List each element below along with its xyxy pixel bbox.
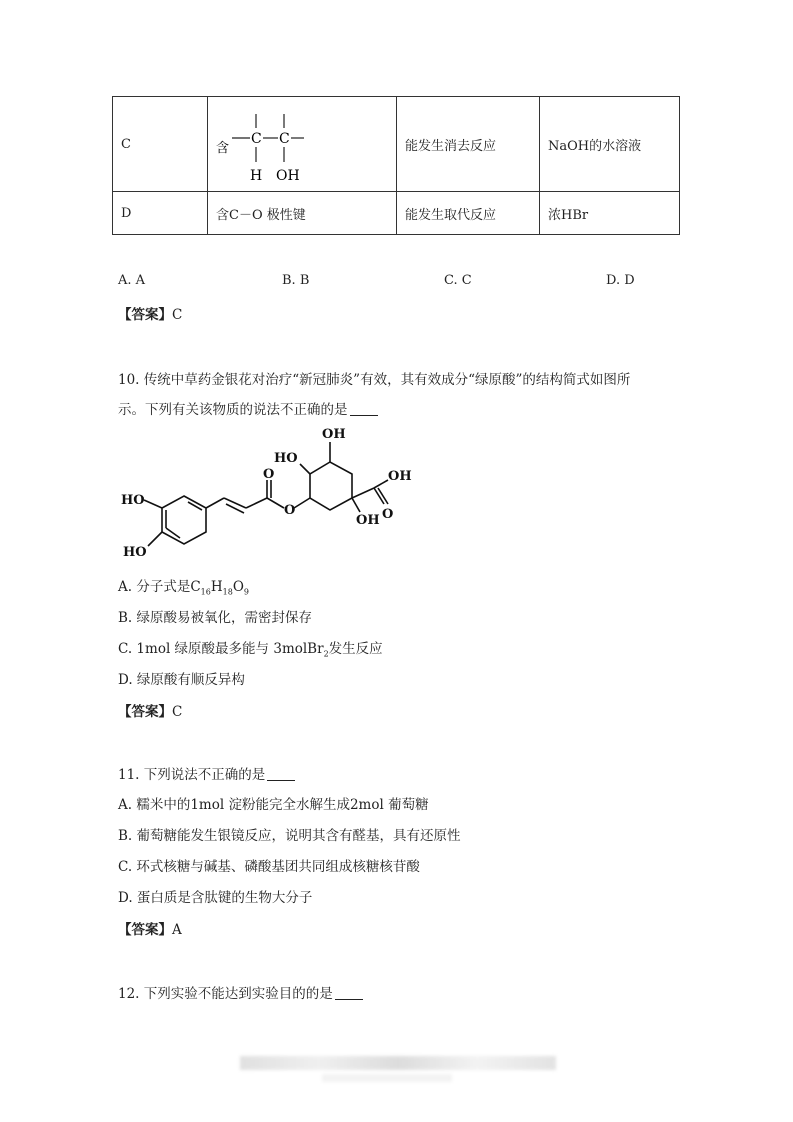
svg-text:OH: OH [322, 427, 346, 442]
q10-option-b: B. 绿原酸易被氧化，需密封保存 [118, 610, 313, 626]
row-c-property: 能发生消去反应 [397, 97, 540, 192]
row-c-label: C [113, 97, 208, 192]
answer-blank [267, 767, 295, 781]
q10-answer: 【答案】C [118, 704, 183, 720]
q11-answer: 【答案】A [118, 922, 182, 938]
q11-option-b: B. 葡萄糖能发生银镜反应，说明其含有醛基，具有还原性 [118, 828, 461, 844]
row-c-group-prefix: 含 [216, 141, 230, 156]
row-d-group: 含C－O 极性键 [208, 192, 397, 235]
chlorogenic-acid-structure [112, 418, 432, 568]
q9-answer: 【答案】C [118, 307, 183, 323]
svg-text:HO: HO [121, 493, 145, 508]
answer-blank [335, 986, 363, 1000]
svg-text:HO: HO [123, 545, 147, 560]
q9-option-d: D. D [606, 273, 635, 288]
row-c-group [208, 97, 397, 192]
table-row-c [113, 97, 680, 192]
svg-text:H: H [250, 168, 263, 184]
row-d-reagent: 浓HBr [540, 192, 680, 235]
svg-text:OH: OH [276, 168, 300, 184]
q11-option-c: C. 环式核糖与碱基、磷酸基团共同组成核糖核苷酸 [118, 859, 420, 875]
row-d-property: 能发生取代反应 [397, 192, 540, 235]
answer-blank [350, 402, 378, 416]
q9-option-a: A. A [118, 273, 146, 288]
question-table [112, 96, 680, 235]
row-c-reagent: NaOH的水溶液 [540, 97, 680, 192]
q12-stem: 12. 下列实验不能达到实验目的的是 [118, 982, 363, 1002]
svg-text:C: C [251, 131, 262, 147]
svg-text:OH: OH [388, 469, 412, 484]
footer-watermark [240, 1056, 556, 1070]
q9-option-c: C. C [444, 273, 472, 288]
q11-option-d: D. 蛋白质是含肽键的生物大分子 [118, 890, 313, 906]
structure-c-c-h-oh [216, 100, 386, 188]
q10-stem-line2: 示。下列有关该物质的说法不正确的是 [118, 398, 378, 418]
row-d-label: D [113, 192, 208, 235]
q9-option-b: B. B [282, 273, 310, 288]
table-row-d [113, 192, 680, 235]
q10-option-c: C. 1mol 绿原酸最多能与 3molBr$_2$发生反应 [118, 641, 383, 659]
q11-stem: 11. 下列说法不正确的是 [118, 763, 295, 783]
q10-stem-line1: 10. 传统中草药金银花对治疗“新冠肺炎”有效，其有效成分“绿原酸”的结构简式如图所 [118, 372, 631, 388]
svg-text:O: O [284, 503, 296, 518]
q10-option-a: A. 分子式是$C_{16}H_{18}O_9$ [118, 579, 249, 597]
svg-text:C: C [279, 131, 290, 147]
svg-text:O: O [382, 507, 394, 522]
q11-option-a: A. 糯米中的1mol 淀粉能完全水解生成2mol 葡萄糖 [118, 797, 429, 813]
svg-text:OH: OH [356, 513, 380, 528]
footer-watermark-sub [322, 1074, 452, 1082]
svg-text:O: O [263, 467, 275, 482]
svg-text:HO: HO [274, 451, 298, 466]
q10-option-d: D. 绿原酸有顺反异构 [118, 672, 245, 688]
